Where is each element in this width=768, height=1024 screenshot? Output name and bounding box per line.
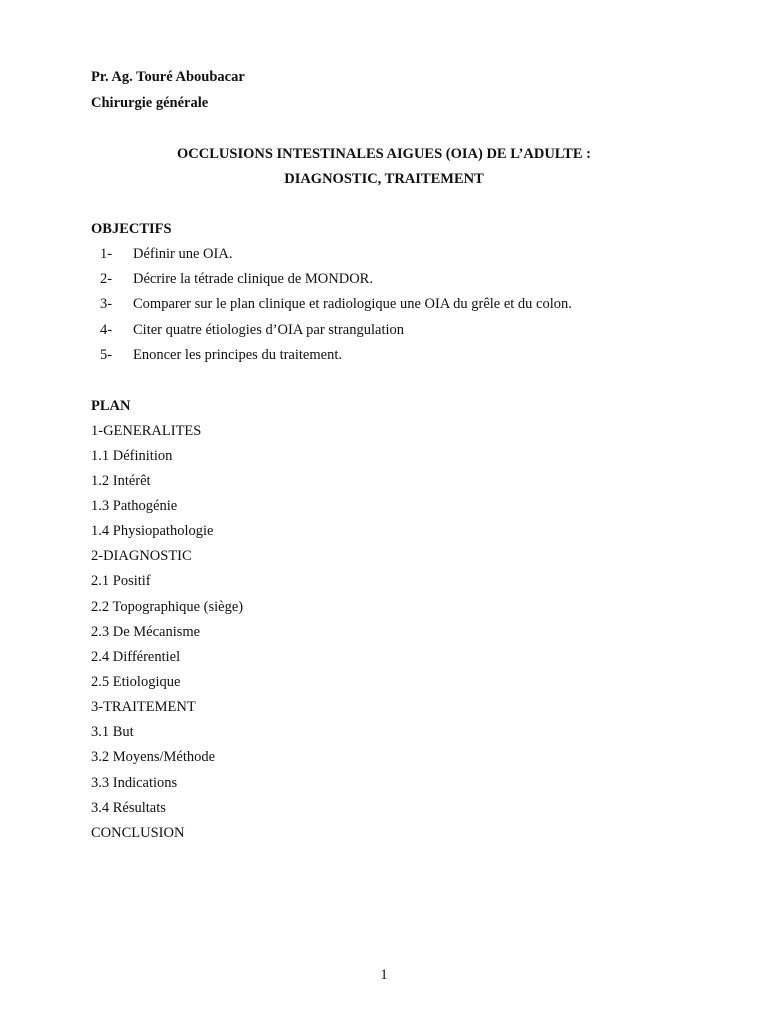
objective-number: 3- (100, 296, 113, 312)
plan-item: 1.3 Pathogénie (91, 498, 178, 514)
plan-item: 2.5 Etiologique (91, 674, 181, 690)
title-line-1-text: OCCLUSIONS INTESTINALES AIGUES (OIA) DE L’ADULTE : (177, 146, 591, 162)
objective-text: Enoncer les principes du traitement. (133, 347, 342, 363)
author-name: Pr. Ag. Touré Aboubacar (91, 69, 245, 85)
document-title-line-1 (0, 145, 768, 163)
department-name: Chirurgie générale (91, 95, 209, 111)
plan-item: 1.2 Intérêt (91, 473, 151, 489)
plan-item: 3.2 Moyens/Méthode (91, 749, 216, 765)
document-title-line-2: DIAGNOSTIC, TRAITEMENT (284, 171, 484, 187)
objective-number: 2- (100, 271, 113, 287)
plan-item: 2-DIAGNOSTIC (91, 548, 192, 564)
plan-item: 2.2 Topographique (siège) (91, 599, 244, 615)
plan-item: 3.4 Résultats (91, 800, 166, 816)
objective-number: 1- (100, 246, 113, 262)
plan-item: 2.3 De Mécanisme (91, 624, 201, 640)
plan-item: 2.4 Différentiel (91, 649, 181, 665)
plan-item: 1.4 Physiopathologie (91, 523, 214, 539)
plan-item: 3.1 But (91, 724, 134, 740)
objective-number: 5- (100, 347, 113, 363)
plan-heading: PLAN (91, 398, 131, 414)
objective-text: Définir une OIA. (133, 246, 233, 262)
page-number: 1 (380, 967, 388, 983)
objectives-heading: OBJECTIFS (91, 221, 172, 237)
objective-text: Comparer sur le plan clinique et radiologique une OIA du grêle et du colon. (133, 296, 572, 312)
objective-text: Décrire la tétrade clinique de MONDOR. (133, 271, 373, 287)
plan-item: 3-TRAITEMENT (91, 699, 196, 715)
plan-item: CONCLUSION (91, 825, 185, 841)
objective-number: 4- (100, 322, 113, 338)
plan-item: 3.3 Indications (91, 775, 178, 791)
plan-item: 1.1 Définition (91, 448, 173, 464)
objective-text: Citer quatre étiologies d’OIA par strangulation (133, 322, 404, 338)
plan-item: 2.1 Positif (91, 573, 151, 589)
plan-item: 1-GENERALITES (91, 423, 202, 439)
